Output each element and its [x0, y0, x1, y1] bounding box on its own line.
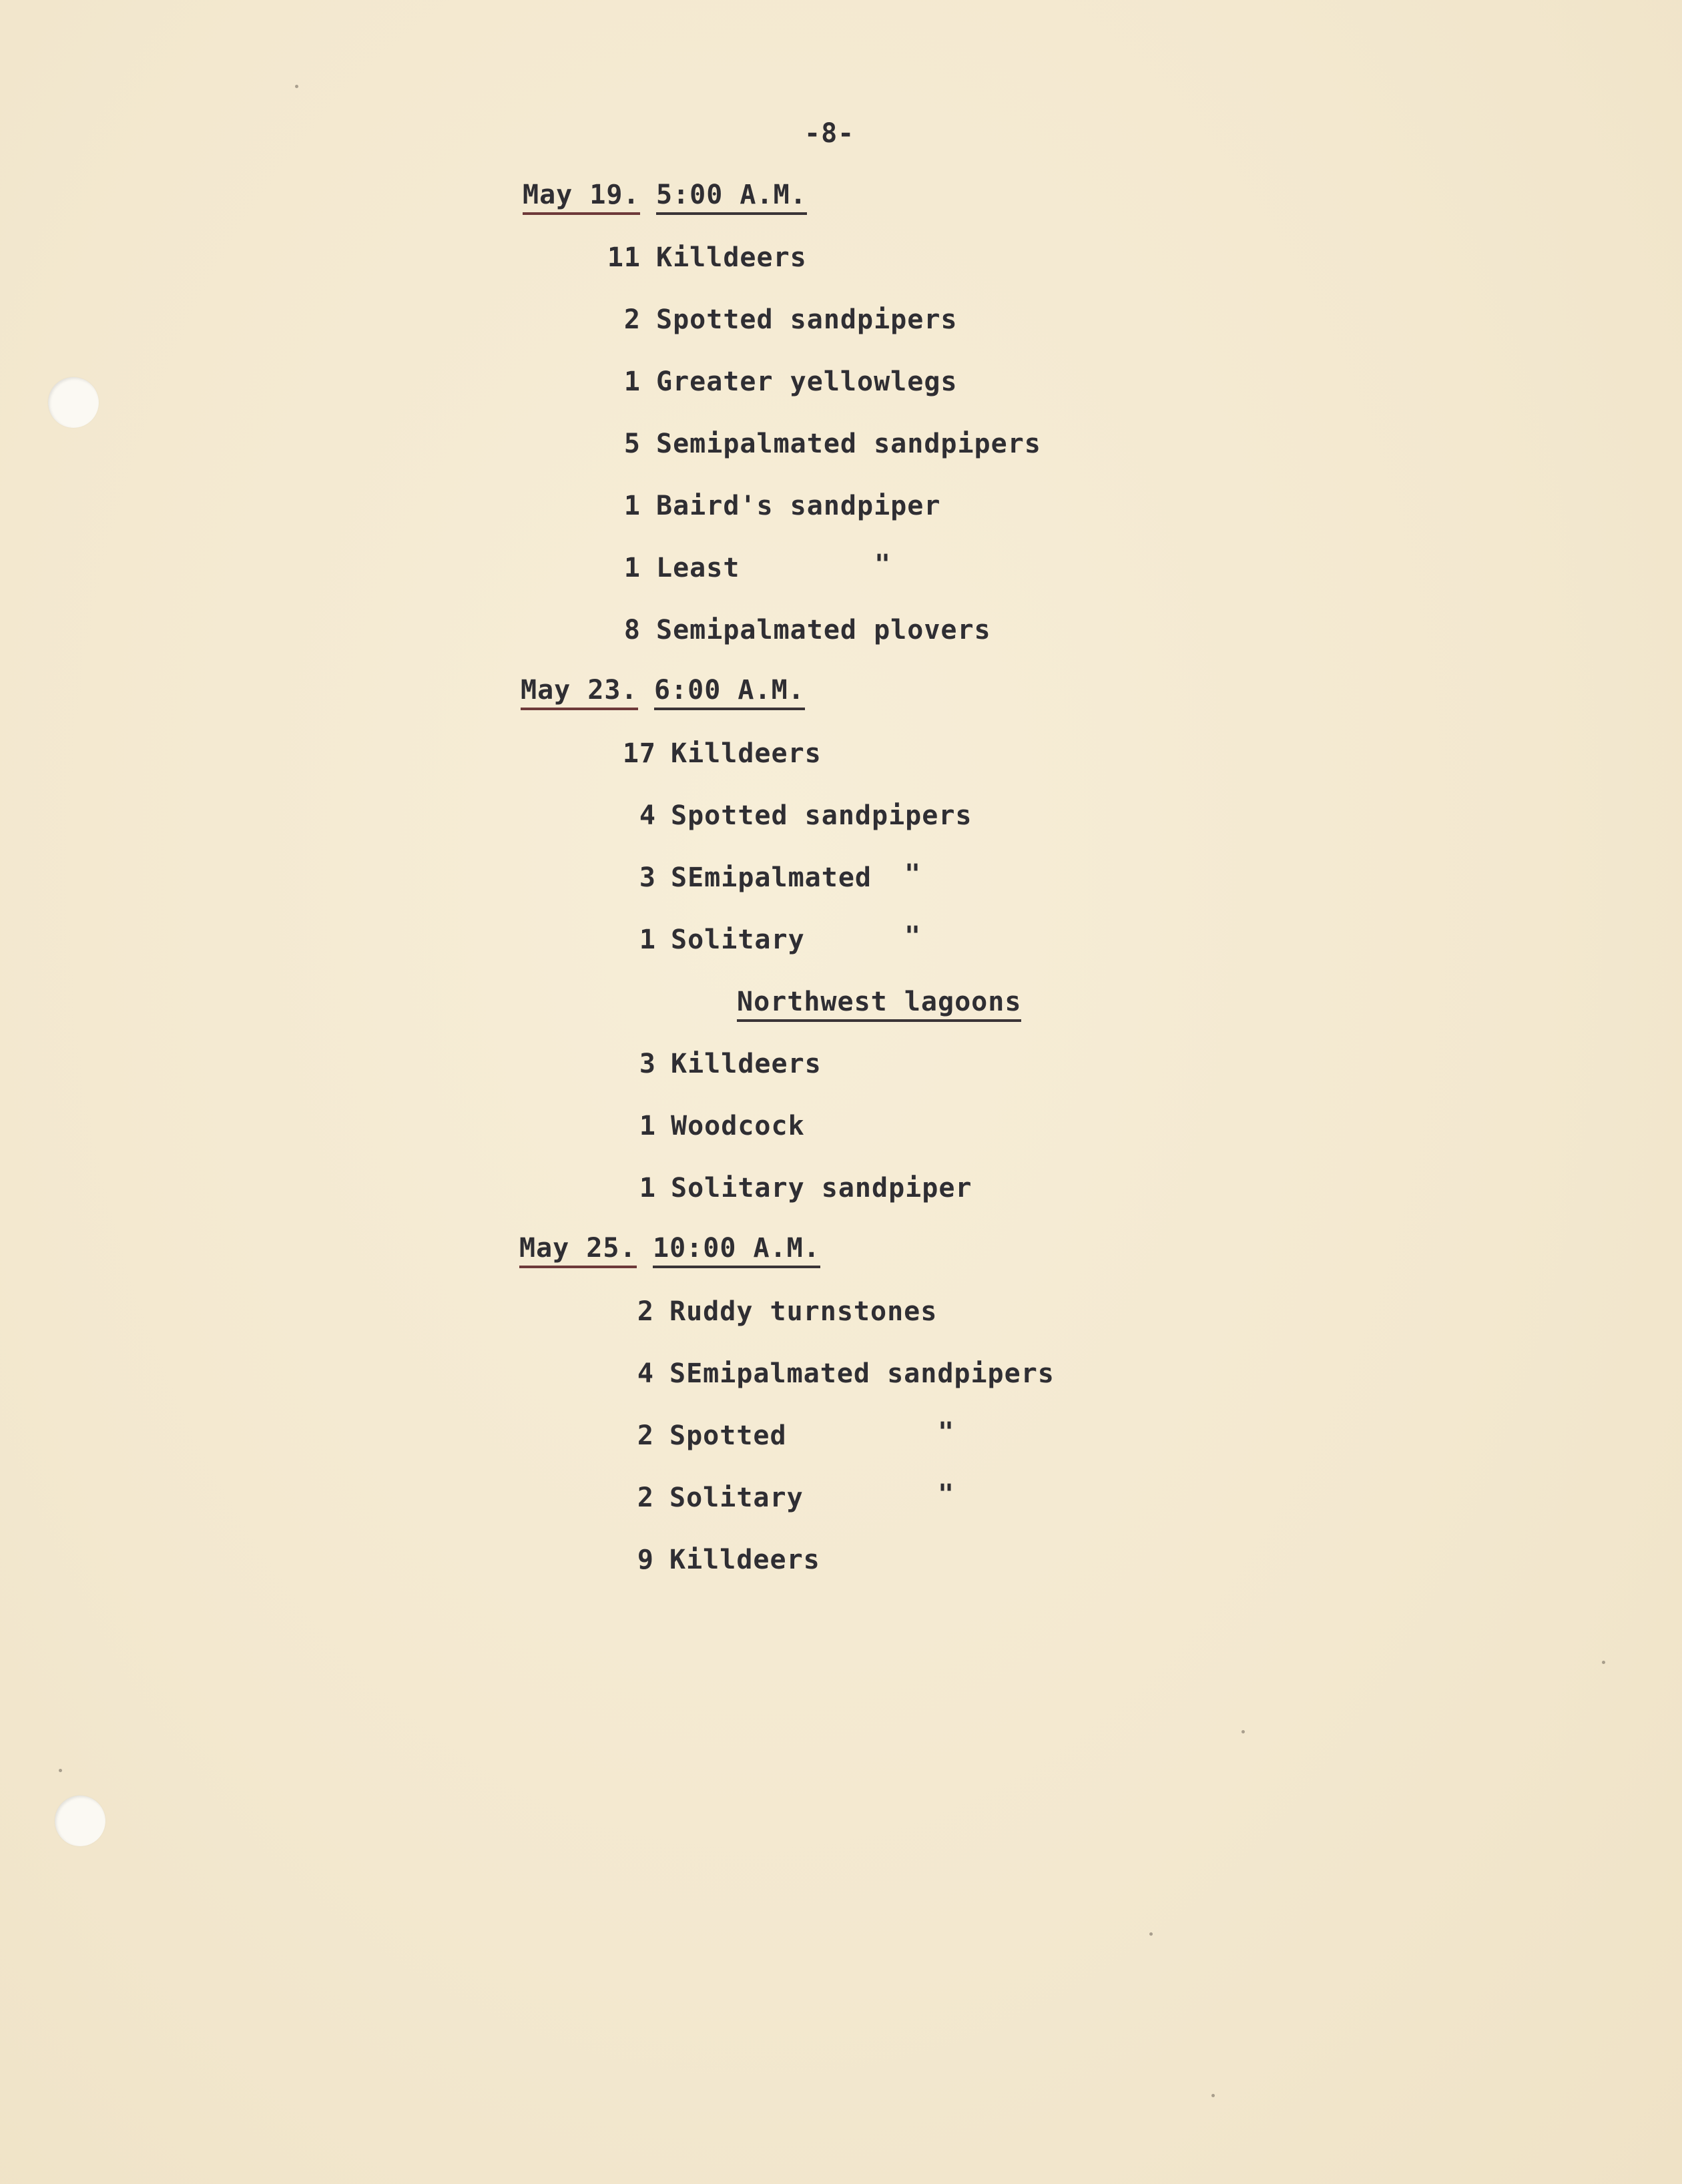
entry-count: 9	[637, 1545, 654, 1575]
entry-count: 1	[639, 924, 656, 955]
entry-name: Spotted sandpipers	[671, 800, 972, 831]
ditto-mark: "	[904, 921, 922, 952]
paper-speck	[59, 1769, 62, 1772]
ditto-mark: "	[904, 859, 922, 890]
entry-count: 8	[623, 615, 641, 645]
entry-count: 2	[637, 1420, 654, 1451]
ditto-mark: "	[938, 1417, 955, 1448]
entry-count: 4	[637, 1358, 654, 1389]
entry-name: Baird's sandpiper	[656, 491, 941, 521]
entry-count: 11	[607, 242, 641, 273]
entry-name: Least	[656, 553, 740, 583]
punch-hole-bottom	[55, 1796, 105, 1846]
paper-speck	[295, 85, 298, 88]
entry-count: 2	[637, 1482, 654, 1513]
entry-name: Killdeers	[669, 1545, 820, 1575]
entry-count: 5	[623, 429, 641, 459]
page-number: -8-	[804, 118, 855, 149]
entry-name: Solitary	[669, 1482, 804, 1513]
entry-count: 17	[622, 738, 656, 769]
entry-name: Spotted sandpipers	[656, 304, 958, 335]
ditto-mark: "	[938, 1479, 955, 1510]
section-time: 6:00 A.M.	[654, 674, 805, 710]
entry-name: Greater yellowlegs	[656, 366, 958, 397]
entry-count: 1	[623, 491, 641, 521]
paper-speck	[1241, 1730, 1245, 1733]
ditto-mark: "	[874, 549, 892, 580]
entry-count: 2	[637, 1296, 654, 1327]
paper-speck	[1149, 1932, 1153, 1936]
entry-name: Killdeers	[671, 1049, 822, 1079]
section-date: May 19.	[523, 179, 640, 215]
entry-count: 3	[639, 862, 656, 893]
entry-name: Ruddy turnstones	[669, 1296, 938, 1327]
section-time: 10:00 A.M.	[653, 1232, 820, 1268]
paper-speck	[1211, 2094, 1215, 2097]
entry-count: 1	[623, 553, 641, 583]
entry-name: Killdeers	[671, 738, 822, 769]
entry-name: Semipalmated sandpipers	[656, 429, 1041, 459]
entry-name: Spotted	[669, 1420, 787, 1451]
entry-name: Solitary sandpiper	[671, 1173, 972, 1203]
section-date: May 23.	[521, 674, 638, 710]
entry-name: SEmipalmated sandpipers	[669, 1358, 1055, 1389]
entry-count: 3	[639, 1049, 656, 1079]
section-date: May 25.	[519, 1232, 637, 1268]
entry-count: 1	[639, 1111, 656, 1141]
entry-count: 2	[623, 304, 641, 335]
entry-name: Woodcock	[671, 1111, 805, 1141]
entry-name: Semipalmated plovers	[656, 615, 991, 645]
entry-count: 4	[639, 800, 656, 831]
section-time: 5:00 A.M.	[656, 179, 807, 215]
location-subheading: Northwest lagoons	[737, 986, 1021, 1022]
punch-hole-top	[48, 377, 99, 428]
entry-count: 1	[623, 366, 641, 397]
entry-count: 1	[639, 1173, 656, 1203]
entry-name: Solitary	[671, 924, 805, 955]
entry-name: Killdeers	[656, 242, 807, 273]
entry-name: SEmipalmated	[671, 862, 872, 893]
paper-speck	[1602, 1661, 1605, 1664]
